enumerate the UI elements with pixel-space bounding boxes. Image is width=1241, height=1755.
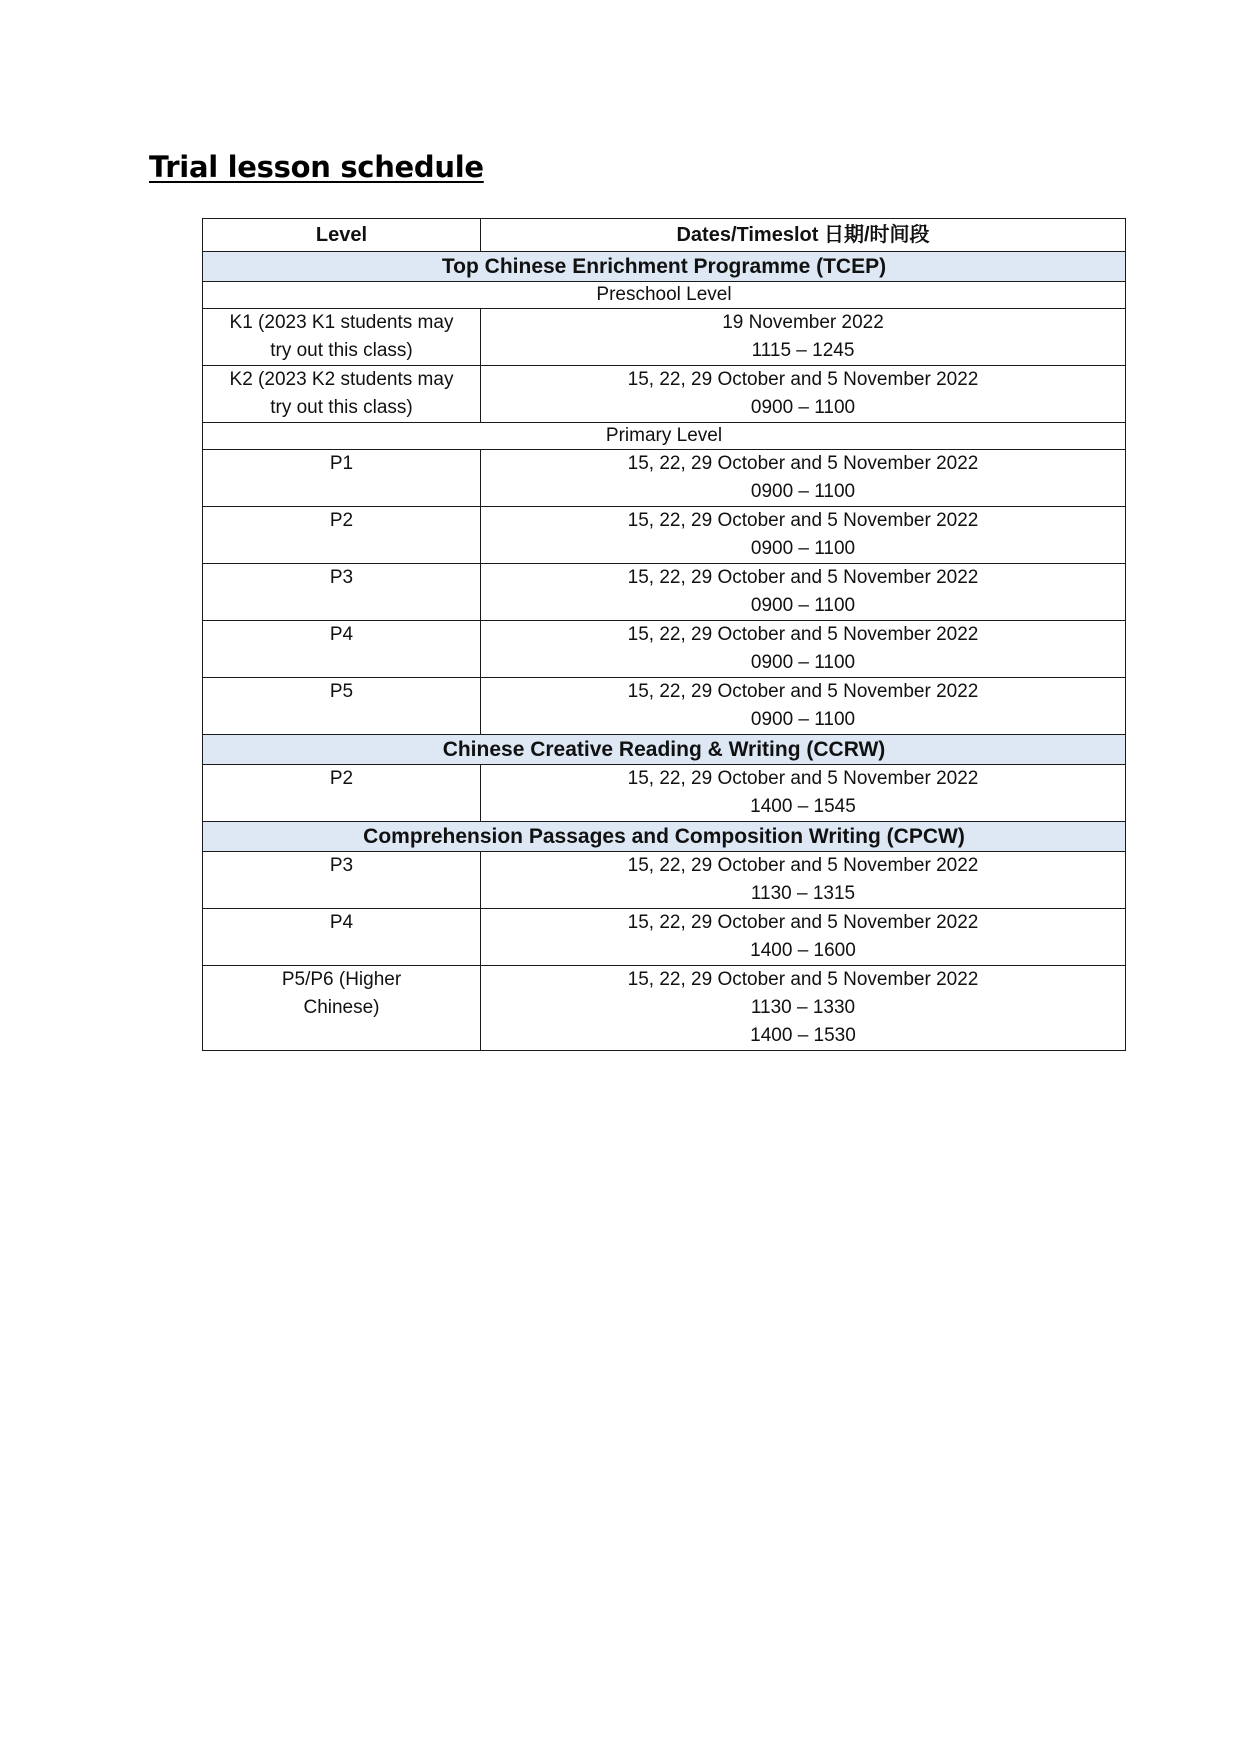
dates-cell [481, 309, 1126, 366]
dates-cell [481, 966, 1126, 1051]
level-cell [203, 309, 481, 366]
level-text: P5 [329, 681, 354, 702]
dates-text: 15, 22, 29 October and 5 November 2022 [627, 510, 979, 531]
level-text: Chinese) [303, 997, 380, 1018]
level-text: P2 [329, 510, 354, 531]
table-row [203, 765, 1126, 822]
time-slot: 0900 – 1100 [750, 538, 856, 559]
dates-text: 19 November 2022 [722, 312, 884, 333]
time-slot: 0900 – 1100 [750, 709, 856, 730]
table-row [203, 450, 1126, 507]
table-row [203, 678, 1126, 735]
table-row [203, 309, 1126, 366]
level-text: K1 (2023 K1 students may [229, 312, 454, 333]
level-text: P1 [329, 453, 354, 474]
group-primary [203, 423, 1126, 450]
dates-text: 15, 22, 29 October and 5 November 2022 [627, 453, 979, 474]
table-row [203, 966, 1126, 1051]
level-text: P4 [329, 912, 354, 933]
level-cell [203, 450, 481, 507]
header-dates: Dates/Timeslot 日期/时间段 [481, 219, 1126, 252]
level-cell [203, 966, 481, 1051]
level-text: P5/P6 (Higher [281, 969, 402, 990]
trial-schedule-table [202, 218, 1126, 1051]
level-cell [203, 507, 481, 564]
dates-cell [481, 678, 1126, 735]
dates-cell [481, 621, 1126, 678]
dates-text: 15, 22, 29 October and 5 November 2022 [627, 855, 979, 876]
time-slot: 1115 – 1245 [751, 340, 855, 361]
level-cell [203, 852, 481, 909]
dates-text: 15, 22, 29 October and 5 November 2022 [627, 369, 979, 390]
time-slot: 0900 – 1100 [750, 397, 856, 418]
level-text: try out this class) [270, 397, 413, 418]
dates-cell [481, 765, 1126, 822]
table-row [203, 909, 1126, 966]
level-cell [203, 678, 481, 735]
program-band-cpcw [203, 822, 1126, 852]
program-title: Top Chinese Enrichment Programme (TCEP) [203, 252, 1126, 282]
time-slot: 1130 – 1315 [750, 883, 856, 904]
dates-text: 15, 22, 29 October and 5 November 2022 [627, 567, 979, 588]
level-cell [203, 564, 481, 621]
level-text: K2 (2023 K2 students may [229, 369, 454, 390]
group-label: Preschool Level [203, 282, 1126, 309]
dates-cell [481, 909, 1126, 966]
dates-text: 15, 22, 29 October and 5 November 2022 [627, 912, 979, 933]
table-row [203, 507, 1126, 564]
table-row [203, 366, 1126, 423]
dates-cell [481, 366, 1126, 423]
dates-text: 15, 22, 29 October and 5 November 2022 [627, 681, 979, 702]
level-cell [203, 909, 481, 966]
time-slot: 0900 – 1100 [750, 481, 856, 502]
dates-cell [481, 507, 1126, 564]
header-level: Level [203, 219, 481, 252]
program-band-ccrw [203, 735, 1126, 765]
program-title: Chinese Creative Reading & Writing (CCRW) [203, 735, 1126, 765]
dates-cell [481, 450, 1126, 507]
time-slot: 1400 – 1545 [750, 796, 856, 817]
document-title: Trial lesson schedule [149, 150, 484, 184]
dates-cell [481, 852, 1126, 909]
time-slot: 0900 – 1100 [750, 595, 856, 616]
table-row [203, 564, 1126, 621]
dates-cell [481, 564, 1126, 621]
group-label: Primary Level [203, 423, 1126, 450]
table-row [203, 621, 1126, 678]
level-cell [203, 621, 481, 678]
level-text: P4 [329, 624, 354, 645]
level-text: P3 [329, 567, 354, 588]
level-cell [203, 366, 481, 423]
program-band-tcep [203, 252, 1126, 282]
level-cell [203, 765, 481, 822]
header-row [203, 219, 1126, 252]
dates-text: 15, 22, 29 October and 5 November 2022 [627, 969, 979, 990]
group-preschool [203, 282, 1126, 309]
level-text: P3 [329, 855, 354, 876]
time-slot: 1130 – 1330 [750, 997, 856, 1018]
time-slot: 1400 – 1600 [750, 940, 856, 961]
level-text: P2 [329, 768, 354, 789]
dates-text: 15, 22, 29 October and 5 November 2022 [627, 768, 979, 789]
program-title: Comprehension Passages and Composition Writing (CPCW) [203, 822, 1126, 852]
dates-text: 15, 22, 29 October and 5 November 2022 [627, 624, 979, 645]
time-slot: 0900 – 1100 [750, 652, 856, 673]
time-slot: 1400 – 1530 [750, 1025, 856, 1046]
table-row [203, 852, 1126, 909]
level-text: try out this class) [270, 340, 413, 361]
